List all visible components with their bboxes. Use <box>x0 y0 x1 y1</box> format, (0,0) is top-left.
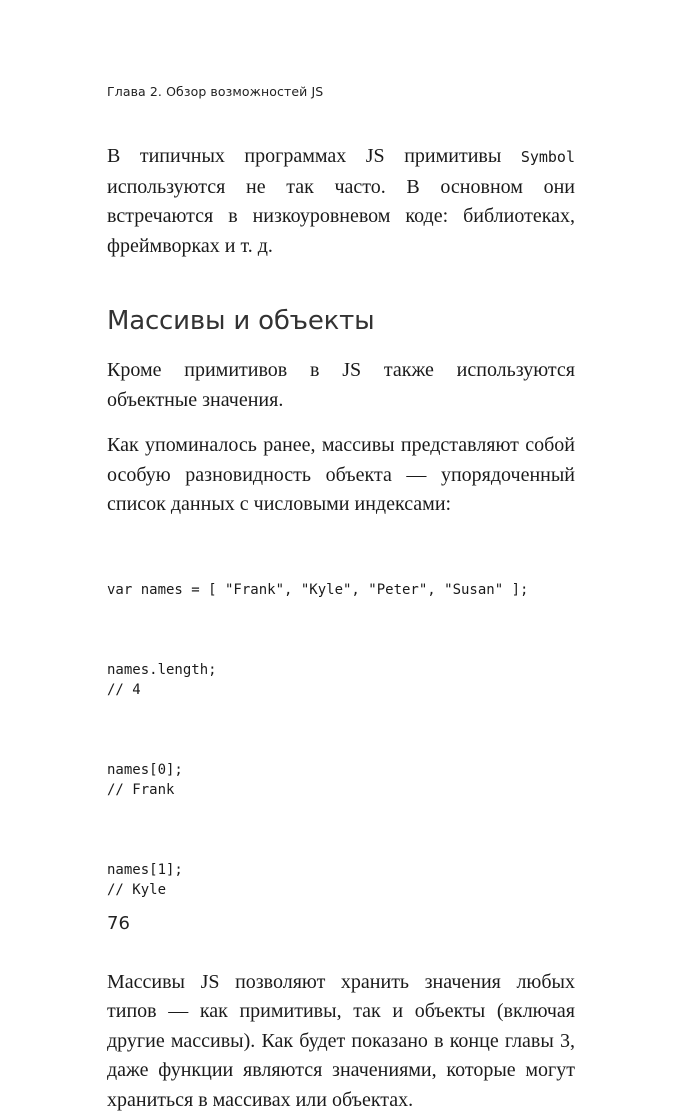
code-line: names[1]; <box>107 860 575 880</box>
running-head: Глава 2. Обзор возможностей JS <box>107 84 323 99</box>
paragraph-objects-intro: Кроме примитивов в JS также используются объектные значения. <box>107 356 575 415</box>
code-comment: // Kyle <box>107 880 575 900</box>
code-line: names[0]; <box>107 760 575 780</box>
code-block-length <box>107 660 575 700</box>
code-listing <box>107 540 575 940</box>
code-block-declaration <box>107 580 575 600</box>
page-number: 76 <box>107 913 130 934</box>
code-comment: // 4 <box>107 680 575 700</box>
section-heading: Массивы и объекты <box>107 304 575 338</box>
paragraph-symbol-usage <box>107 142 575 261</box>
code-block-index-1 <box>107 860 575 900</box>
page-content <box>107 140 575 1115</box>
paragraph-arrays-intro: Как упоминалось ранее, массивы представляют собой особую разновидность объекта — упорядоченный список данных с числовыми индексами: <box>107 431 575 520</box>
inline-code-symbol: Symbol <box>521 148 575 166</box>
code-line: var names = [ "Frank", "Kyle", "Peter", "Susan" ]; <box>107 580 575 600</box>
code-line: names.length; <box>107 660 575 680</box>
paragraph-array-types: Массивы JS позволяют хранить значения любых типов — как примитивы, так и объекты (включая другие массивы). Как будет показано в конце главы 3, даже функции являются значениями, которые могут храниться в массивах или объектах. <box>107 968 575 1115</box>
code-comment: // Frank <box>107 780 575 800</box>
paragraph-1-text-end: используются не так часто. В основном они встречаются в низкоуровневом коде: библиотеках, фреймворках и т. д. <box>107 176 575 257</box>
paragraph-1-text-start: В типичных программах JS примитивы <box>107 145 521 167</box>
code-block-index-0 <box>107 760 575 800</box>
